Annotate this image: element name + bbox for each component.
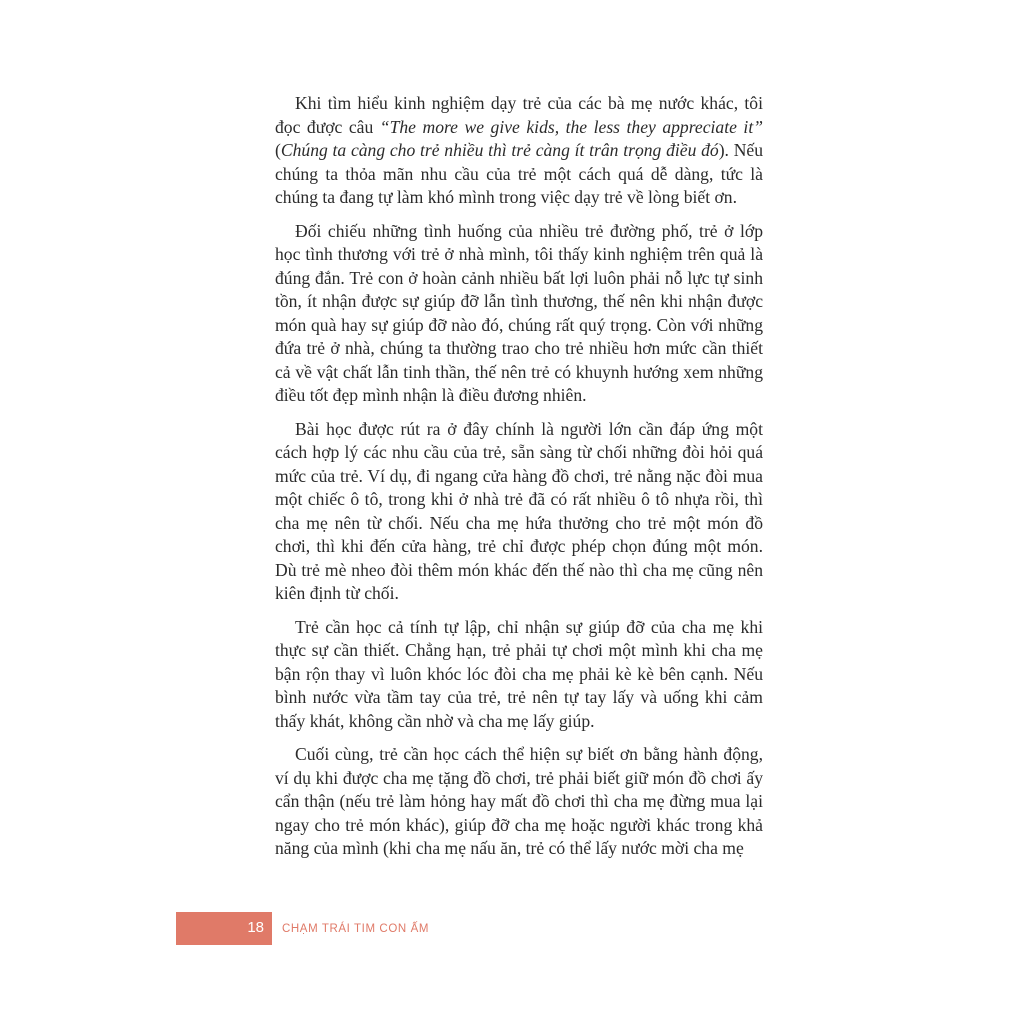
quote-translation: Chúng ta càng cho trẻ nhiều thì trẻ càng ít trân trọng điều đó [280, 140, 719, 160]
paragraph-1 [275, 92, 763, 210]
paragraph-2: Đối chiếu những tình huống của nhiều trẻ đường phố, trẻ ở lớp học tình thương với trẻ ở nhà mình, tôi thấy kinh nghiệm trên quả là đúng đắn. Trẻ con ở hoàn cảnh nhiều bất lợi luôn phải nỗ lực tự sinh tồn, ít nhận được sự giúp đỡ lẫn tình thương, thế nên khi nhận được món quà hay sự giúp đỡ nào đó, chúng rất quý trọng. Còn với những đứa trẻ ở nhà, chúng ta thường trao cho trẻ nhiều hơn mức cần thiết cả về vật chất lẫn tinh thần, thế nên trẻ có khuynh hướng xem những điều tốt đẹp mình nhận là điều đương nhiên. [275, 220, 763, 405]
page-number: 18 [247, 919, 264, 936]
body-text [275, 92, 763, 871]
paragraph-3: Bài học được rút ra ở đây chính là người lớn cần đáp ứng một cách hợp lý các nhu cầu của trẻ, sẵn sàng từ chối những đòi hỏi quá mức của trẻ. Ví dụ, đi ngang cửa hàng đồ chơi, trẻ nằng nặc đòi mua một chiếc ô tô, trong khi ở nhà trẻ đã có rất nhiều ô tô nhựa rồi, thì cha mẹ nên từ chối. Nếu cha mẹ hứa thưởng cho trẻ một món đồ chơi, thì khi đến cửa hàng, trẻ chỉ được phép chọn đúng một món. Dù trẻ mè nheo đòi thêm món khác đến thế nào thì cha mẹ cũng nên kiên định từ chối. [275, 418, 763, 603]
running-title: CHẠM TRÁI TIM CON ẤM [282, 923, 430, 935]
page-number-bar [176, 912, 272, 945]
paragraph-5: Cuối cùng, trẻ cần học cách thể hiện sự biết ơn bằng hành động, ví dụ khi được cha mẹ tặng đồ chơi, trẻ phải biết giữ món đồ chơi ấy cẩn thận (nếu trẻ làm hỏng hay mất đồ chơi thì cha mẹ đừng mua lại ngay cho trẻ món khác), giúp đỡ cha mẹ hoặc người khác trong khả năng của mình (khi cha mẹ nấu ăn, trẻ có thể lấy nước mời cha mẹ [275, 744, 763, 858]
paragraph-1-lead: Khi tìm hiểu kinh nghiệm dạy trẻ của các bà mẹ nước khác, tôi đọc được câu [275, 93, 763, 137]
paragraph-4: Trẻ cần học cả tính tự lập, chỉ nhận sự giúp đỡ của cha mẹ khi thực sự cần thiết. Chẳng hạn, trẻ phải tự chơi một mình khi cha mẹ bận rộn thay vì luôn khóc lóc đòi cha mẹ phải kè kè bên cạnh. Nếu bình nước vừa tầm tay của trẻ, trẻ nên tự tay lấy và uống khi cảm thấy khát, không cần nhờ và cha mẹ lấy giúp. [275, 616, 763, 731]
paragraph-1-open-paren: ( [275, 140, 281, 160]
english-quote: “The more we give kids, the less they appreciate it” [379, 116, 763, 137]
paragraph-1-rest: ). Nếu chúng ta thỏa mãn nhu cầu của trẻ một cách quá dễ dàng, tức là chúng ta đang tự làm khó mình trong việc dạy trẻ về lòng biết ơn. [275, 140, 764, 207]
